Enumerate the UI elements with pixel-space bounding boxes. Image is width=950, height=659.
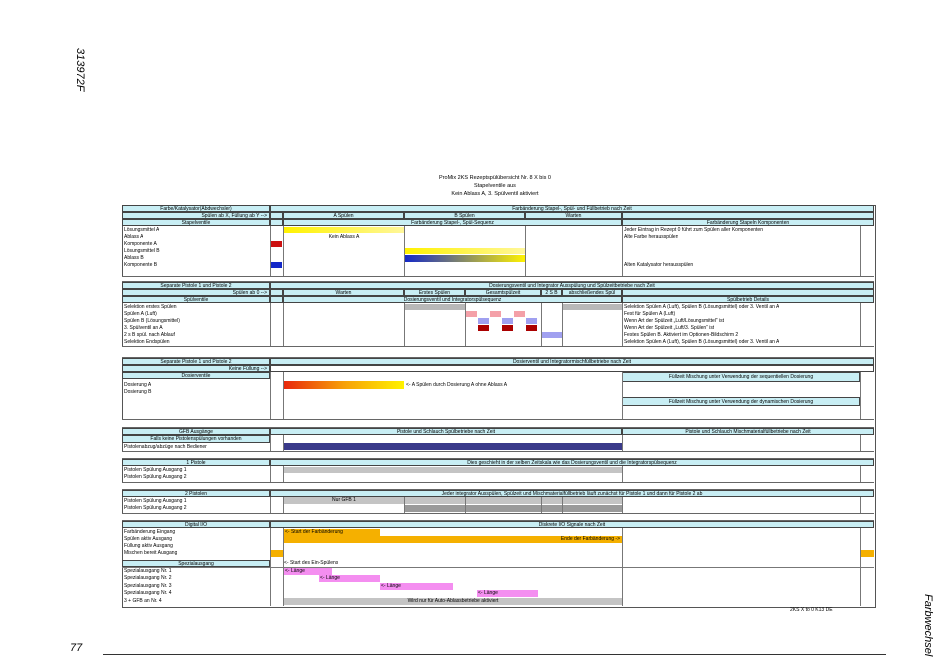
section-label: Farbwechsel [922, 594, 934, 657]
s7-special-rule [122, 567, 874, 568]
s2-divider [622, 303, 623, 346]
s1-divider [283, 226, 284, 276]
s1-note-4: Alten Katalysator herausspülen [624, 262, 694, 268]
s2-divider [541, 303, 542, 346]
s7-special-row-1: Spezialausgang Nr. 2 [124, 575, 172, 581]
s2-col-abschliessendes: abschließendes Spül [562, 289, 622, 296]
s5-flush-bar [284, 467, 622, 473]
footer-rule [103, 654, 886, 655]
s3-valves-label: Dosierventile [122, 372, 270, 379]
s2-right-header: Dosierungsventil und Integrator Ausspülung und Spülzeitbetriebe nach Zeit [270, 282, 874, 289]
s2-note-5: Selektion Spülen A (Luft), Spülen B (Lösungsmittel) oder 3. Ventil an A [624, 339, 780, 345]
s1-divider [860, 226, 861, 276]
s2-sub-left: Spülen ab 0 --> [122, 289, 270, 296]
s1-comp-a-red-marker [271, 241, 282, 247]
s2-row-4: 2 s B spül. nach Ablauf [124, 332, 175, 338]
s5-row-0: Pistolen Spülung Ausgang 1 [124, 467, 187, 473]
s6-gun1-bar [405, 497, 622, 504]
s7-right-header: Diskrete I/O Signale nach Zeit [270, 521, 874, 528]
s4-divider [622, 435, 623, 451]
s6-gun2-bar [405, 505, 622, 512]
s1-col-b-spuelen: B Spülen [404, 212, 525, 219]
s2-third-valve-pulse [526, 325, 537, 331]
s2-row-2: Spülen B (Lösungsmittel) [124, 318, 180, 324]
s7-special-4-bar: <- Länge [477, 590, 538, 597]
s2-col-warten: Warten [283, 289, 404, 296]
s2-row-0: Selektion erstes Spülen [124, 304, 177, 310]
s2-air-pulse [514, 311, 525, 317]
s2-right-col: Spülbetrieb Details [622, 296, 874, 303]
s2-solvent-pulse [526, 318, 537, 324]
s2-solvent-pulse [502, 318, 513, 324]
s6-divider [270, 497, 271, 513]
s4-divider [283, 435, 284, 451]
s7-special-row-0: Spezialausgang Nr. 1 [124, 568, 172, 574]
s1-right-col: Farbänderung Stapeln Komponenten [622, 219, 874, 226]
s7-auto-drain-bar: Wird nur für Auto-Ablassbetriebe aktiviert [284, 598, 622, 605]
s2-divider [465, 303, 466, 346]
s1-col-warten: Warten [525, 212, 622, 219]
s7-divider [860, 528, 861, 606]
s1-spacer [270, 212, 283, 219]
section-gap [122, 513, 874, 521]
s6-left-header: 2 Pistolen [122, 490, 270, 497]
s1-divider [525, 226, 526, 276]
s2-air-pulse [490, 311, 501, 317]
s6-divider [465, 497, 466, 513]
s3-divider [270, 372, 271, 419]
s3-divider [622, 372, 623, 419]
s1-row-loesungsmittel-a: Lösungsmittel A [124, 227, 160, 233]
s2-solvent-pulse [478, 318, 489, 324]
s3-note-sequential: Füllzeit Mischung unter Verwendung der sequentiellen Dosierung [622, 372, 860, 382]
s7-special-2-bar: <- Länge [319, 575, 380, 582]
s2-col-blank [622, 289, 874, 296]
s1-sub-left: Spülen ab X, Füllung ab Y --> [122, 212, 270, 219]
s1-divider [270, 226, 271, 276]
s6-divider [541, 497, 542, 513]
s6-right-header: Jeder integrator Ausspülen, Spülzeit und Mischmaterialfüllbetrieb läuft zunächst für Pistole 1 und dann für Pistole 2 ab [270, 490, 874, 497]
s2-col-gesamtspuelzeit: Gesamtspülzeit [465, 289, 541, 296]
s2-col-erstes-spuelen: Erstes Spülen [404, 289, 465, 296]
s4-row-trigger: Pistolenabzug/abzüge nach Bediener [124, 444, 207, 450]
s2-divider [283, 303, 284, 346]
s2-row-5: Selektion Endspülen [124, 339, 170, 345]
s7-row-0: Farbänderung Eingang [124, 529, 176, 535]
s6-row-0: Pistolen Spülung Ausgang 1 [124, 498, 187, 504]
s2-third-valve-pulse [478, 325, 489, 331]
s5-divider [622, 466, 623, 482]
s5-row-1: Pistolen Spülung Ausgang 2 [124, 474, 187, 480]
s1-comp-b-blue-marker [271, 262, 282, 268]
s1-row-ablass-a: Ablass A [124, 234, 144, 240]
footer-code: 2KS X to 0 K13 DE [790, 607, 833, 613]
s7-mix-ready-left [271, 550, 283, 557]
s7-row-2: Füllung aktiv Ausgang [124, 543, 173, 549]
s2-note-2: Wenn Art der Spülzeit „Luft/Lösungsmittel“ ist [624, 318, 724, 324]
s7-divider [622, 528, 623, 606]
s4-sub-left: Falls keine Pistolenspülungen vorhanden [122, 435, 270, 443]
title-line-3: Kein Ablass A, 3. Spülventil aktiviert [451, 191, 539, 197]
s6-divider [622, 497, 623, 513]
s5-right-header: Dies geschieht in der selben Zeitskala wie das Dosierungsventil und die Integratorspülsequenz [270, 459, 874, 466]
s2-left-header: Separate Pistole 1 und Pistole 2 [122, 282, 270, 289]
s3-sub-right [270, 365, 874, 372]
s4-divider [270, 435, 271, 451]
s6-divider [283, 497, 284, 513]
s2-row-1: Spülen A (Luft) [124, 311, 157, 317]
s7-special-start: <- Start des Ein-Spülens [284, 560, 339, 566]
recipe-table [122, 205, 876, 608]
s1-row-komponente-a: Komponente A [124, 241, 157, 247]
s7-color-change-start-bar: <- Start der Farbänderung [284, 529, 380, 536]
s1-row-komponente-b: Komponente B [124, 262, 158, 268]
s2-valves-label: Spülventile [122, 296, 270, 303]
s7-special-3-bar: <- Länge [380, 583, 453, 590]
s2-2sb-pulse [542, 332, 562, 338]
title-line-1: ProMix 2KS Rezeptspülübersicht Nr. 8 X bis 0 [439, 175, 551, 181]
s1-solvent-a-bar [284, 227, 404, 233]
s1-right-header: Farbänderung Stapel-, Spül- und Füllbetrieb nach Zeit [270, 205, 874, 212]
s3-divider [283, 372, 284, 419]
s1-left-header: Farbe/Katalysator(Abdwechsler) [122, 205, 270, 212]
section-gap [122, 419, 874, 428]
s1-seq-label: Farbänderung Stapel-, Spül-Sequenz [283, 219, 622, 226]
s4-divider [860, 435, 861, 451]
s4-mid-header: Pistole und Schlauch Spülbetriebe nach Zeit [270, 428, 622, 435]
s2-divider [860, 303, 861, 346]
s2-third-valve-pulse [502, 325, 513, 331]
s3-sub-left: Keine Füllung --> [122, 365, 270, 372]
s5-divider [270, 466, 271, 482]
s1-no-drain-note: Kein Ablass A [328, 234, 360, 240]
s1-divider [622, 226, 623, 276]
s7-special-row-4: 3 + GFB an Nr. 4 [124, 598, 162, 604]
s2-spacer-2 [270, 296, 283, 303]
s7-divider [270, 528, 271, 606]
s1-spacer-2 [270, 219, 283, 226]
s2-spacer [270, 289, 283, 296]
s5-divider [860, 466, 861, 482]
s3-row-dosierung-b: Dosierung B [124, 389, 152, 395]
s6-gfb1-bar: Nur GFB 1 [284, 497, 404, 504]
s7-special-row-3: Spezialausgang Nr. 4 [124, 590, 172, 596]
s4-left-header: GFB Ausgänge [122, 428, 270, 435]
s2-divider [270, 303, 271, 346]
section-gap [122, 482, 874, 490]
s6-divider [562, 497, 563, 513]
section-gap [122, 451, 874, 459]
s6-row-1: Pistolen Spülung Ausgang 2 [124, 505, 187, 511]
s2-note-4: Festes Spülen B. Aktiviert im Optionen-Bildschirm 2 [624, 332, 739, 338]
s6-divider [404, 497, 405, 513]
s1-drain-b-bar [405, 255, 525, 262]
s7-special-row-2: Spezialausgang Nr. 3 [124, 583, 172, 589]
s2-first-flush-gray [405, 304, 465, 310]
s6-divider [860, 497, 861, 513]
s1-note-0: Jeder Eintrag in Rezept 0 führt zum Spülen aller Komponenten [624, 227, 763, 233]
s2-divider [404, 303, 405, 346]
s7-special-label: Spezialausgang [122, 560, 270, 567]
s2-seq-label: Dosierungsventil und Integratorspülsequenz [283, 296, 622, 303]
s2-air-pulse [466, 311, 477, 317]
title-line-2: Stapelventile aus [474, 183, 516, 189]
s7-flush-active-bar: Ende der Farbänderung -> [284, 536, 622, 543]
s1-solvent-b-bar [405, 248, 525, 254]
s7-row-3: Mischen bereit Ausgang [124, 550, 178, 556]
s3-left-header: Separate Pistole 1 und Pistole 2 [122, 358, 270, 365]
s7-divider [283, 528, 284, 606]
s7-mix-ready-right [861, 550, 874, 557]
s1-col-a-spuelen: A Spülen [283, 212, 404, 219]
s2-note-0: Selektion Spülen A (Luft), Spülen B (Lösungsmittel) oder 3. Ventil an A [624, 304, 780, 310]
document-number: 313972F [74, 48, 86, 92]
s1-divider [404, 226, 405, 276]
s2-note-3: Wenn Art der Spülzeit „Luft/3. Spülen“ ist [624, 325, 715, 331]
s1-row-loesungsmittel-b: Lösungsmittel B [124, 248, 160, 254]
s1-note-1: Alte Farbe herausspülen [624, 234, 679, 240]
s3-right-header: Dosierventil und Integratormischfüllbetriebe nach Zeit [270, 358, 874, 365]
s2-note-1: Fest für Spülen A (Luft) [624, 311, 676, 317]
s1-stack-label: Stapelventile [122, 219, 270, 226]
s7-special-1-bar: <- Länge [284, 568, 332, 575]
s3-arrow-note: <- A Spülen durch Dosierung A ohne Ablass A [406, 382, 508, 388]
s4-right-header: Pistole und Schlauch Mischmaterialfüllbetriebe nach Zeit [622, 428, 874, 435]
s1-col-blank [622, 212, 874, 219]
s5-left-header: 1 Pistole [122, 459, 270, 466]
s2-row-3: 3. Spülventil an A [124, 325, 163, 331]
s2-final-flush-gray [563, 304, 622, 310]
s3-divider [860, 372, 861, 419]
s2-col-2sb: 2 S B [541, 289, 562, 296]
section-gap [122, 346, 874, 358]
s1-row-ablass-b: Ablass B [124, 255, 144, 261]
s3-row-dosierung-a: Dosierung A [124, 382, 152, 388]
s2-divider [562, 303, 563, 346]
s7-row-1: Spülen aktiv Ausgang [124, 536, 173, 542]
s3-dose-a-bar [284, 381, 404, 389]
s4-trigger-bar [284, 443, 622, 450]
s5-divider [283, 466, 284, 482]
s3-note-dynamic: Füllzeit Mischung unter Verwendung der dynamischen Dosierung [622, 397, 860, 406]
s7-left-header: Digital I/O [122, 521, 270, 528]
page-number: 77 [70, 642, 83, 654]
